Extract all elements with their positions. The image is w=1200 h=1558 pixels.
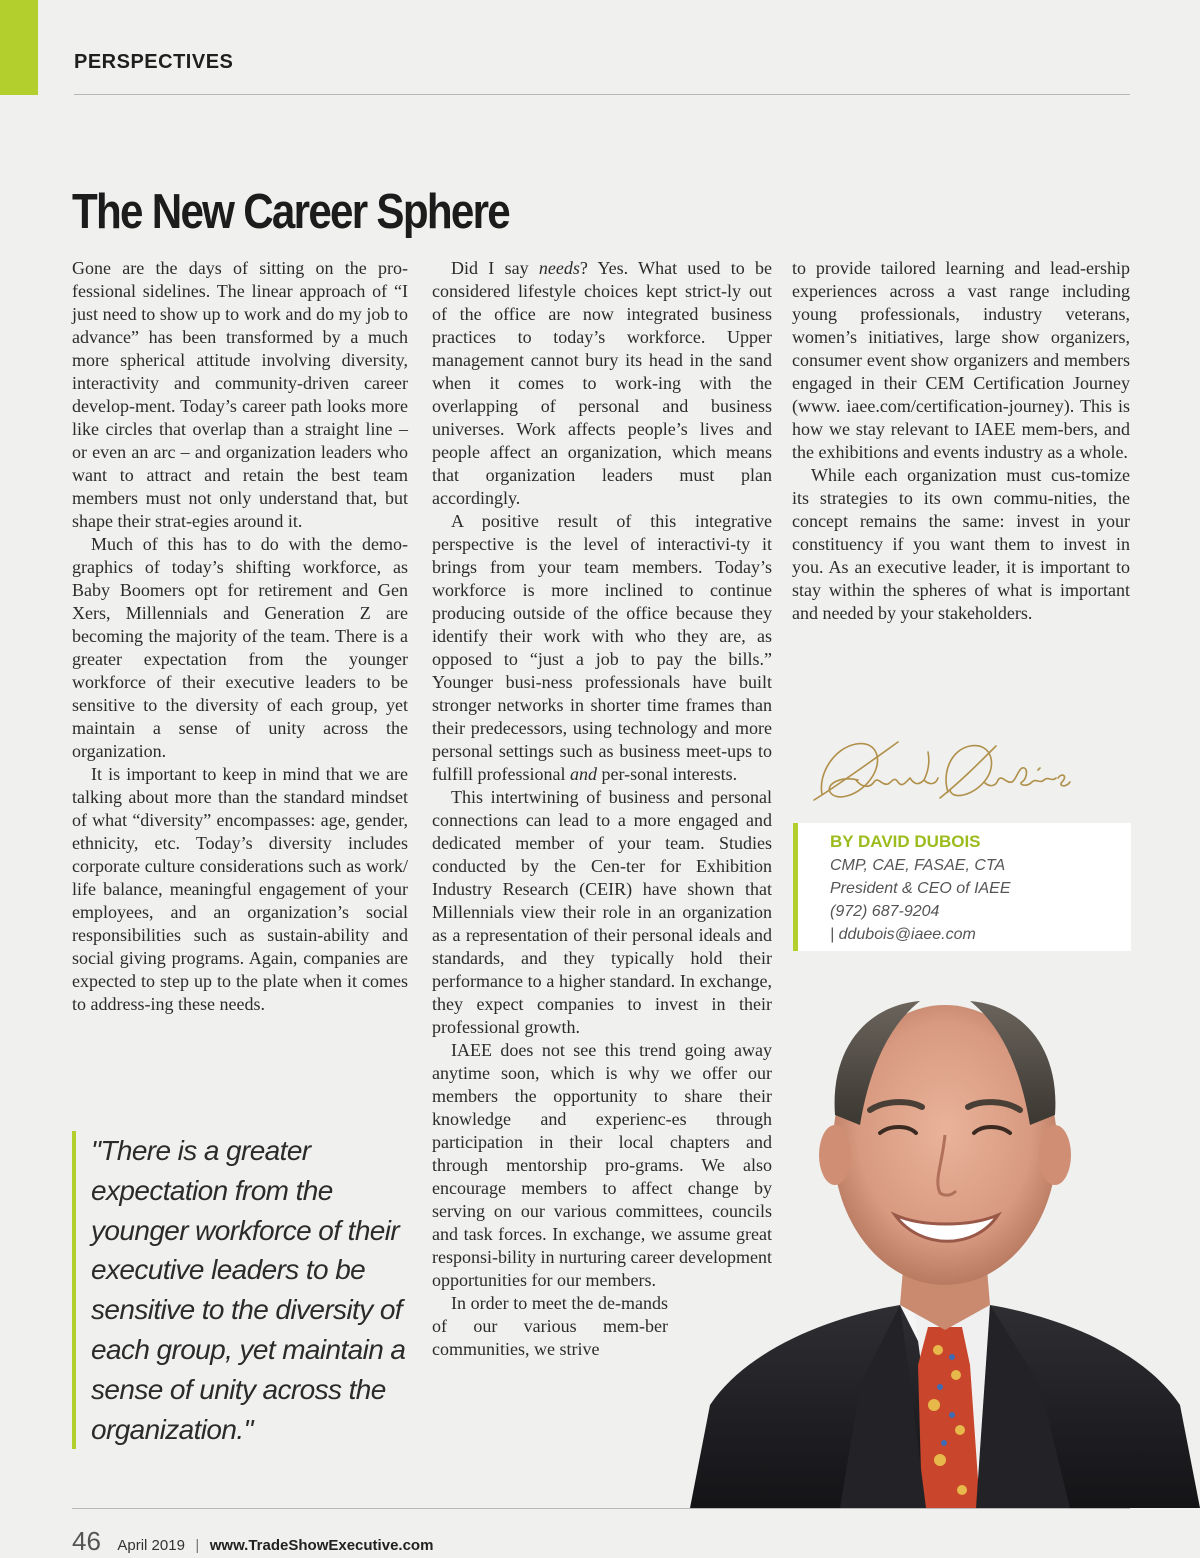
author-byline [793, 823, 1131, 951]
text-run: ? Yes. What used to be considered lifestyle choices kept strict-ly out of the office are now integrated business practices to today’s workforce. Upper management cannot bury its head in the sand when it comes to work-ing with the overlapping of personal and business universes. Work affects people’s lives and people affect an organization, which means that organization leaders must plan accordingly. [432, 258, 772, 508]
text-run: A positive result of this integrative perspective is the level of interactivi-ty it brings from your team members. Today’s workforce is more inclined to continue producing outside of the office because they identify their work with who they are, as opposed to “just a job to pay the bills.” Younger busi-ness professionals have built stronger networks in shorter time frames than their predecessors, using technology and more personal settings such as business meet-ups to fulfill professional [432, 511, 772, 784]
article-title: The New Career Sphere [72, 185, 509, 239]
page-footer [72, 1526, 433, 1557]
article-column-1 [72, 257, 408, 1016]
handwritten-signature [800, 722, 1080, 814]
emphasis: and [569, 764, 597, 784]
emphasis: needs [538, 258, 580, 278]
section-accent-tab [0, 0, 38, 95]
section-label: PERSPECTIVES [74, 51, 234, 73]
author-email[interactable]: | ddubois@iaee.com [830, 926, 976, 943]
text-run: Did I say [451, 258, 539, 278]
paragraph: IAEE does not see this trend going away anytime soon, which is why we offer our members the opportunity to share their knowledge and experienc-es through participation in their local chapters and through mentorship pro-grams. We also encourage members to affect change by serving on our various committees, councils and task forces. In exchange, we assume great responsi-bility in nurturing career development opportunities for our members. [432, 1040, 772, 1290]
paragraph [432, 257, 772, 510]
author-portrait-photo [690, 965, 1200, 1508]
paragraph: This intertwining of business and personal connections can lead to a more engaged and dedicated member of your team. Studies conducted by the Cen-ter for Exhibition Industry Research (CEIR) have shown that Millennials view their role in an organization as a representation of their personal ideals and standards, and they typically hold their performance to a higher standard. In exchange, they expect companies to invest in their professional growth. [432, 787, 772, 1037]
author-role: President & CEO of IAEE [830, 880, 1011, 897]
paragraph: Gone are the days of sitting on the pro-fessional sidelines. The linear approach of “I just need to show up to work and do my job to advance” has been transformed by a much more spherical attitude involving diversity, interactivity and community-driven career develop-ment. Today’s career path looks more like circles that overlap than a straight line – or even an arc – and organization leaders who want to attract and retain the best team members must not only understand that, but shape their strat-egies around it. [72, 258, 408, 531]
paragraph [432, 510, 772, 786]
footer-separator: | [195, 1537, 200, 1554]
paragraph: Much of this has to do with the demo-graphics of today’s shifting workforce, as Baby Boomers opt for retirement and Gen Xers, Millennials and Generation Z are becoming the majority of the team. There is a greater expectation from the younger workforce of their executive leaders to be sensitive to the diversity of each group, yet maintain a sense of unity across the organization. [72, 534, 408, 761]
paragraph: It is important to keep in mind that we are talking about more than the standard mindset of what “diversity” encompasses: age, gender, ethnicity, etc. Today’s diversity includes corporate culture considerations such as work/ life balance, meaningful engagement of your employees, and an organization’s social responsibilities such as sustain-ability and social giving programs. Again, companies are expected to step up to the plate when it comes to address-ing these needs. [72, 764, 408, 1014]
pull-quote: "There is a greater expectation from the younger workforce of their executive leaders to be sensitive to the diversity of each group, yet maintain a sense of unity across the organization." [72, 1131, 436, 1449]
footer-divider [72, 1508, 1130, 1509]
paragraph: to provide tailored learning and lead-ership experiences across a vast range including young professionals, industry veterans, women’s initiatives, large show organizers, consumer event show organizers and members engaged in their CEM Certification Journey (www. iaee.com/certification-journey). This is how we stay relevant to IAEE mem-bers, and the exhibitions and events industry as a whole. [792, 258, 1130, 462]
website-link[interactable]: www.TradeShowExecutive.com [209, 1537, 434, 1554]
paragraph: While each organization must cus-tomize its strategies to its own commu-nities, the concept remains the same: invest in your constituency if you want them to invest in you. As an executive leader, it is important to stay within the spheres of what is important and needed by your stakeholders. [792, 465, 1130, 623]
author-phone: (972) 687-9204 [830, 903, 940, 920]
author-name: BY DAVID DUBOIS [830, 832, 981, 851]
paragraph: In order to meet the de-mands of our various mem-ber communities, we strive [432, 1293, 668, 1359]
text-run: per-sonal interests. [596, 764, 738, 784]
header-divider [74, 94, 1130, 95]
author-credentials: CMP, CAE, FASAE, CTA [830, 857, 1006, 874]
page-number: 46 [72, 1526, 101, 1556]
issue-date: April 2019 [117, 1537, 185, 1554]
article-column-3 [792, 257, 1130, 625]
